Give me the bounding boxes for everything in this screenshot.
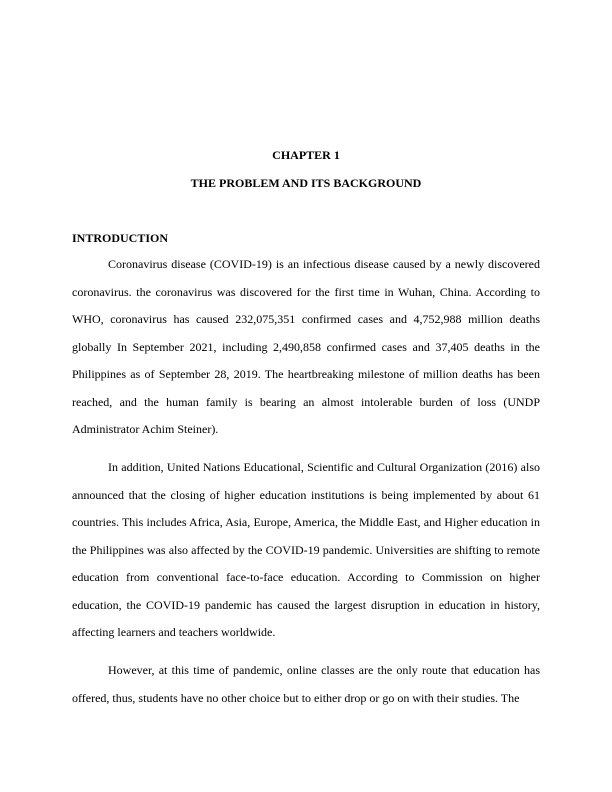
section-heading-introduction: INTRODUCTION [72, 231, 169, 245]
chapter-title: THE PROBLEM AND ITS BACKGROUND [190, 176, 422, 190]
paragraph-1: Coronavirus disease (COVID-19) is an infectious disease caused by a newly discovered coronavirus. the coronavirus was discovered for the first time in Wuhan, China. According to WHO, coronavirus has caused 232,075,351 confirmed cases and 4,752,988 million deaths globally In September 2021, including 2,490,858 confirmed cases and 37,405 deaths in the Philippines as of September 28, 2019. The heartbreaking milestone of million deaths has been reached, and the human family is bearing an almost intolerable burden of loss (UNDP Administrator Achim Steiner). [72, 257, 540, 436]
chapter-heading: CHAPTER 1 [272, 148, 340, 162]
paragraph-2: In addition, United Nations Educational, Scientific and Cultural Organization (2016) also announced that the closing of higher education institutions is being implemented by about 61 countries. This includes Africa, Asia, Europe, America, the Middle East, and Higher education in the Philippines was also affected by the COVID-19 pandemic. Universities are shifting to remote education from conventional face-to-face education. According to Commission on higher education, the COVID-19 pandemic has caused the largest disruption in education in history, affecting learners and teachers worldwide. [72, 460, 540, 639]
paragraph-3: However, at this time of pandemic, online classes are the only route that education has offered, thus, students have no other choice but to either drop or go on with their studies. The [72, 663, 540, 705]
